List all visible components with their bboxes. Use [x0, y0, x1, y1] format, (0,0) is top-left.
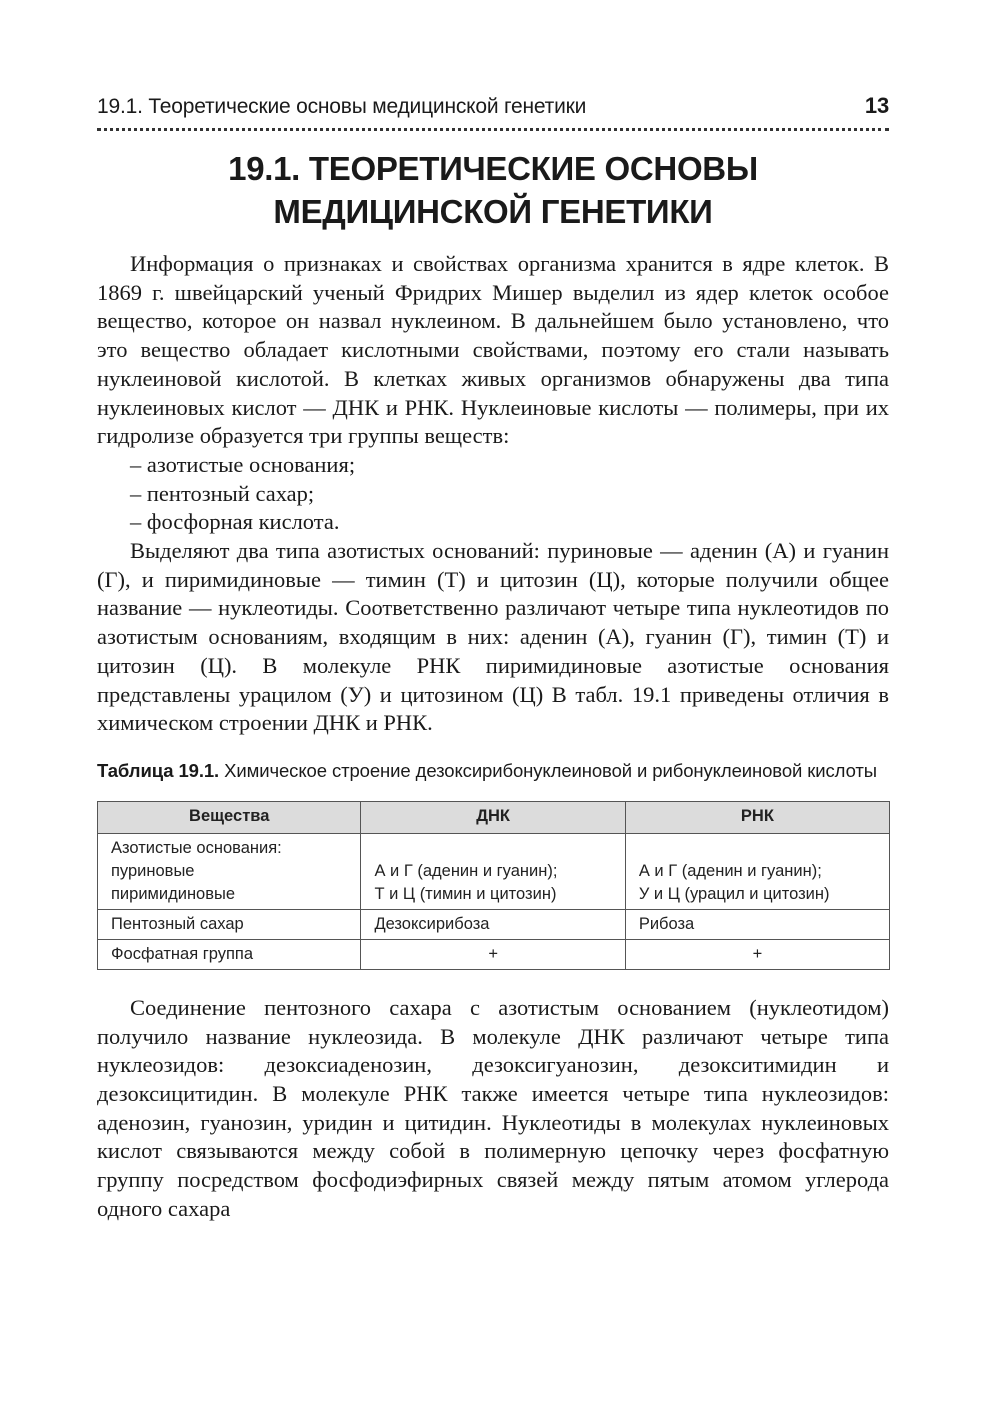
cell-line: У и Ц (урацил и цитозин) — [638, 884, 830, 903]
list-item-2: – пентозный сахар; — [130, 480, 315, 506]
table-row — [98, 833, 890, 909]
column-header-substances: Вещества — [98, 801, 361, 833]
column-header-rna: РНК — [625, 801, 889, 833]
running-header — [97, 92, 889, 121]
table-row — [98, 909, 890, 939]
header-dotted-rule — [97, 125, 889, 131]
cell-line: пуриновые — [111, 861, 195, 880]
table-header-row — [98, 801, 890, 833]
table-cell — [625, 833, 889, 909]
paragraph-2: Выделяют два типа азотистых оснований: пуриновые — аденин (А) и гуанин (Г), и пиримидиновые — тимин (Т) и цитозин (Ц), которые получили общее название — нуклеотиды. Соответственно различают четыре типа нуклеотидов по азотистым основаниям, входящим в них: аденин (А), гуанин (Г), тимин (Т) и цитозин (Ц). В молекуле РНК пиримидиновые азотистые основания представлены урацилом (У) и цитозином (Ц) В табл. 19.1 приведены отличия в химическом строении ДНК и РНК. — [97, 538, 889, 736]
list-item-1: – азотистые основания; — [130, 451, 356, 477]
cell-line: А и Г (аденин и гуанин); — [638, 861, 822, 880]
table-cell: Дезоксирибоза — [361, 909, 625, 939]
table-cell: Рибоза — [625, 909, 889, 939]
book-page — [97, 92, 889, 1224]
section-title-line-2: МЕДИЦИНСКОЙ ГЕНЕТИКИ — [273, 193, 713, 230]
section-title — [97, 147, 889, 233]
table-cell — [98, 833, 361, 909]
paragraph-1: Информация о признаках и свойствах организма хранится в ядре клеток. В 1869 г. швейцарский ученый Фридрих Мишер выделил из ядер клеток особое вещество, которое он назвал нуклеином. В дальнейшем было установлено, что это вещество обладает кислотными свойствами, поэтому его стали называть нуклеиновой кислотой. В клетках живых организмов обнаружены два типа нуклеиновых кислот — ДНК и РНК. Нуклеиновые кислоты — полимеры, при их гидролизе образуется три группы веществ: — [97, 251, 889, 449]
list-item-3: – фосфорная кислота. — [130, 509, 340, 535]
cell-line: пиримидиновые — [111, 884, 236, 903]
table-caption-label: Таблица 19.1. — [97, 759, 220, 781]
table-caption — [97, 758, 889, 784]
table-row — [98, 939, 890, 969]
body-text — [97, 250, 889, 738]
body-text-continued — [97, 994, 889, 1224]
table-cell: Фосфатная группа — [98, 939, 361, 969]
cell-line: Т и Ц (тимин и цитозин) — [374, 884, 557, 903]
table-caption-text: Химическое строение дезоксирибонуклеиновой и рибонуклеиновой кислоты — [219, 759, 877, 781]
table-cell: + — [361, 939, 625, 969]
table-cell: + — [625, 939, 889, 969]
page-number: 13 — [864, 93, 889, 118]
section-title-line-1: 19.1. ТЕОРЕТИЧЕСКИЕ ОСНОВЫ — [228, 150, 758, 187]
cell-line: А и Г (аденин и гуанин); — [374, 861, 558, 880]
cell-line: Азотистые основания: — [111, 838, 282, 857]
paragraph-3: Соединение пентозного сахара с азотистым основанием (нуклеотидом) получило название нуклеозида. В молекуле ДНК различают четыре типа нуклеозидов: дезоксиаденозин, дезоксигуанозин, дезокситимидин и дезоксицитидин. В молекуле РНК также имеется четыре типа нуклеозидов: аденозин, гуанозин, уридин и цитидин. Нуклеотиды в молекулах нуклеиновых кислот связываются между собой в полимерную цепочку через фосфатную группу посредством фосфодиэфирных связей между пятым атомом углерода одного сахара — [97, 994, 889, 1221]
comparison-table — [97, 801, 890, 970]
column-header-dna: ДНК — [361, 801, 625, 833]
table-cell — [361, 833, 625, 909]
running-title: 19.1. Теоретические основы медицинской генетики — [97, 95, 587, 118]
table-cell: Пентозный сахар — [98, 909, 361, 939]
